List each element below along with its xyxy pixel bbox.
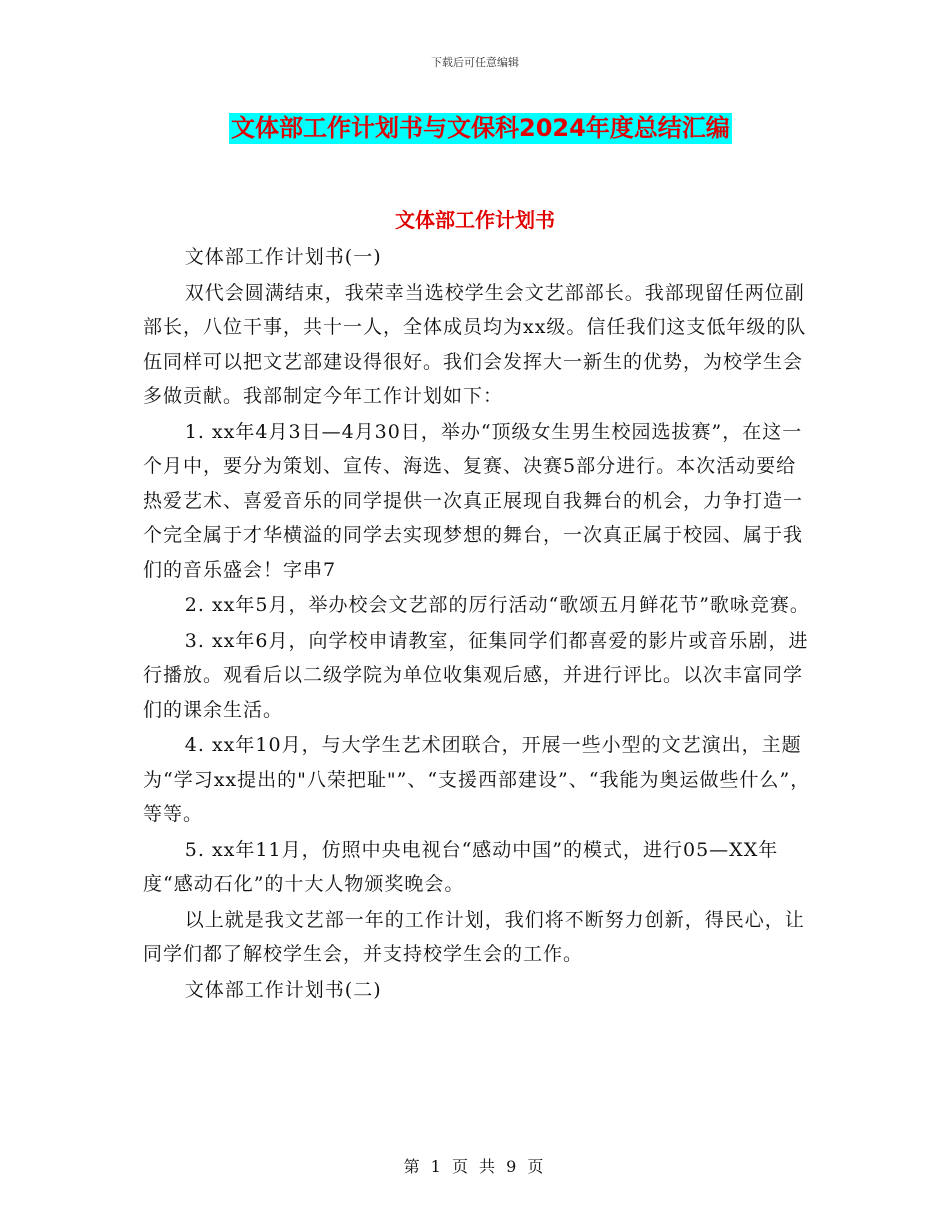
paragraph-item-2: 2. xx年5月，举办校会文艺部的厉行活动“歌颂五月鲜花节”歌咏竞赛。 — [184, 594, 810, 616]
subsection-heading: 文体部工作计划书(一) — [184, 246, 382, 268]
paragraph-conclusion: 以上就是我文艺部一年的工作计划，我们将不断努力创新，得民心，让同学们都了解校学生会，并支持校学生会的工作。 — [143, 908, 805, 965]
header-note: 下载后可任意编辑 — [431, 56, 519, 69]
paragraph-item-4: 4. xx年10月，与大学生艺术团联合，开展一些小型的文艺演出，主题为“学习xx提出的"八荣把耻"”、“支援西部建设”、“我能为奥运做些什么”，等等。 — [143, 734, 811, 825]
document-title: 文体部工作计划书与文保科2024年度总结汇编 — [231, 114, 730, 142]
document-body — [143, 222, 813, 1007]
paragraph-item-5: 5. xx年11月，仿照中央电视台“感动中国”的模式，进行05—XX年度“感动石化”的十大人物颁奖晚会。 — [143, 838, 779, 895]
paragraph-item-1: 1. xx年4月3日—4月30日，举办“顶级女生男生校园选拔赛”，在这一个月中，要分为策划、宣传、海选、复赛、决赛5部分进行。本次活动要给热爱艺术、喜爱音乐的同学提供一次真正展现自我舞台的机会，力争打造一个完全属于才华横溢的同学去实现梦想的舞台，一次真正属于校园、属于我们的音乐盛会！字串7 — [143, 420, 804, 581]
paragraph-item-3: 3. xx年6月，向学校申请教室，征集同学们都喜爱的影片或音乐剧，进行播放。观看后以二级学院为单位收集观后感，并进行评比。以次丰富同学们的课余生活。 — [143, 629, 809, 721]
subsection-heading: 文体部工作计划书(二) — [184, 978, 382, 1001]
section-title: 文体部工作计划书 — [395, 208, 555, 232]
paragraph-intro: 双代会圆满结束，我荣幸当选校学生会文艺部部长。我部现留任两位副部长，八位干事，共十一人，全体成员均为xx级。信任我们这支低年级的队伍同样可以把文艺部建设得很好。我们会发挥大一新生的优势，为校学生会多做贡献。我部制定今年工作计划如下： — [143, 281, 807, 407]
page-number-footer: 第 1 页 共 9 页 — [403, 1157, 547, 1176]
